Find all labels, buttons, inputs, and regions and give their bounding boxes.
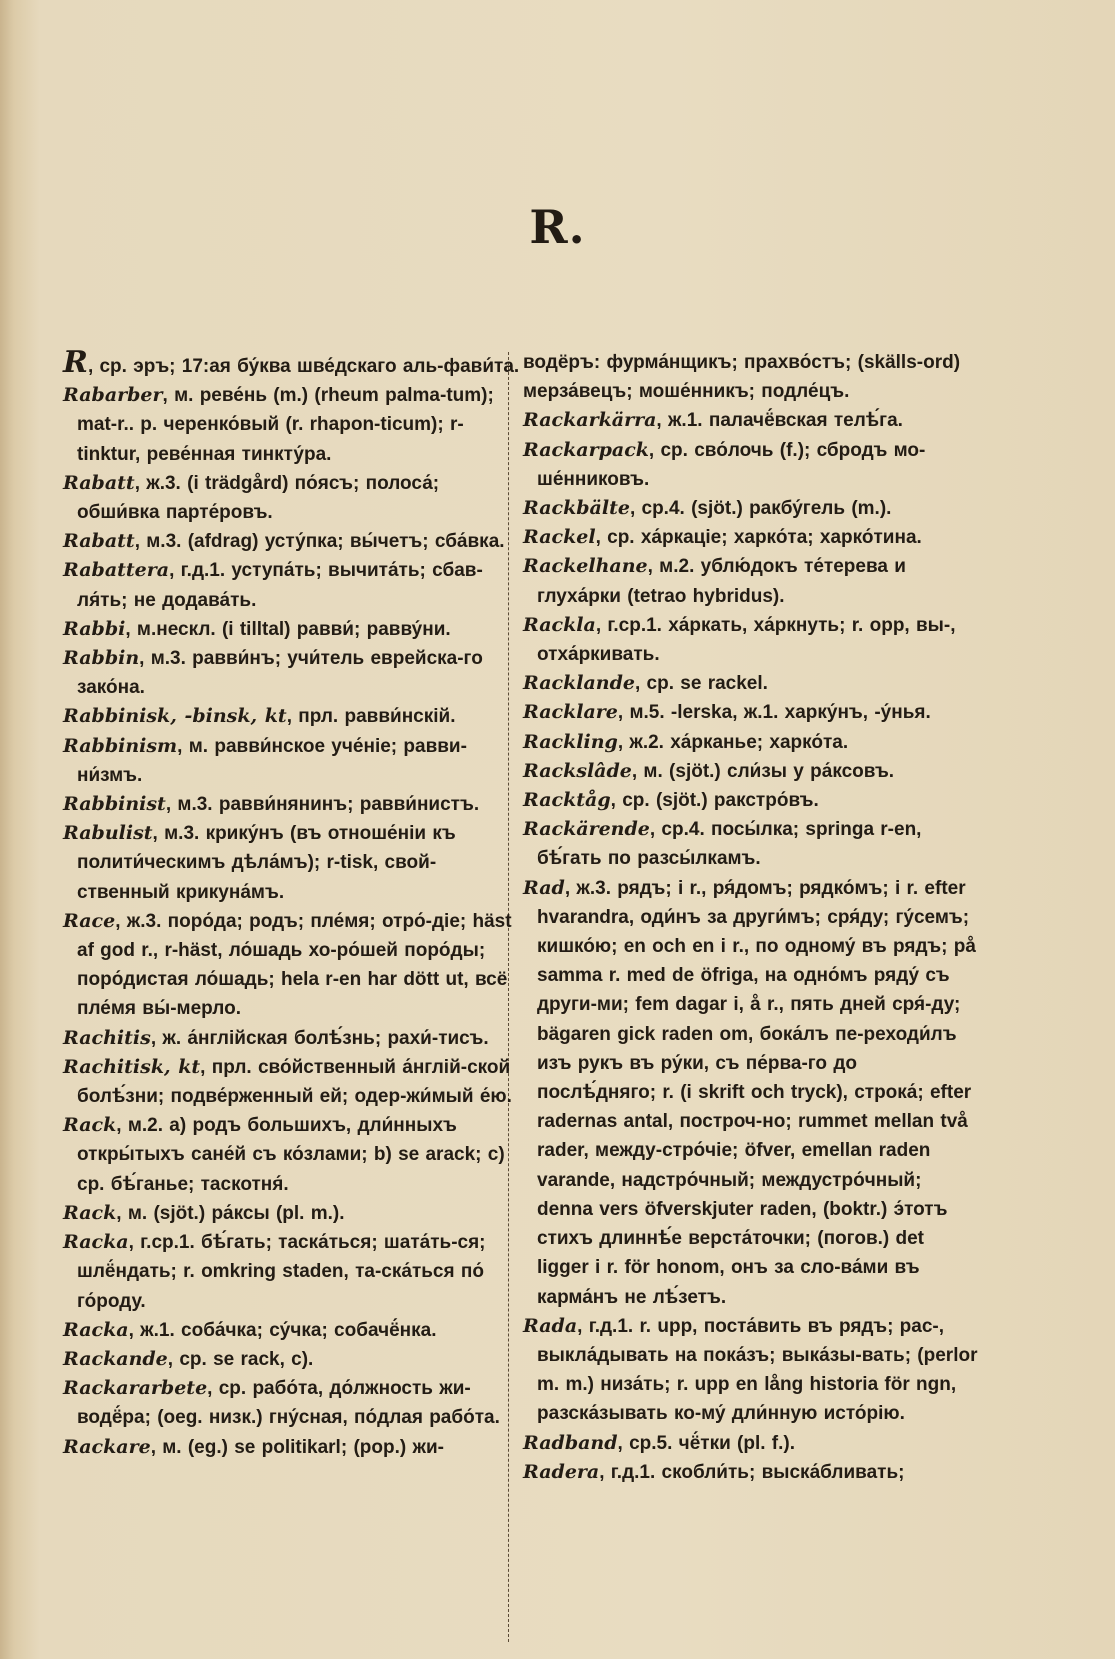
entry-definition: , м.2. a) родъ большихъ, дли́нныхъ откры́тыхъ сане́й съ ко́злами; b) se arack; c) ср. бѣ́ганье; таскотня́. (77, 1115, 505, 1195)
entry-definition: , г.д.1. уступа́ть; вычита́ть; сбав-ля́ть; не додава́ть. (77, 560, 483, 611)
left-column (63, 345, 521, 1638)
entry-headword: Race (63, 909, 116, 932)
dictionary-entry (63, 1053, 521, 1111)
dictionary-entry (63, 1374, 521, 1432)
entry-definition: , ср. se rack, c). (167, 1348, 314, 1370)
entry-definition: , г.д.1. r. upp, поста́вить въ рядъ; рас-, выкла́дывать на пока́зъ; выка́зы-вать; (perlor m. m.) низа́ть; r. upp en lång historia för ngn, разска́зывать ко-му́ дли́нную исто́рію. (537, 1315, 978, 1425)
entry-definition: , ж.3. поро́да; родъ; пле́мя; отро́-діе; häst af god r., r-häst, ло́шадь хо-ро́шей поро́ды; поро́дистая ло́шадь; hela r-en har dött ut, всё пле́мя вы́-мерло. (77, 910, 512, 1020)
entry-definition: , м. (sjöt.) ра́ксы (pl. m.). (116, 1202, 345, 1224)
entry-headword: Rackärende (523, 818, 650, 841)
entry-headword: Rackande (63, 1347, 168, 1370)
dictionary-entry (523, 1458, 981, 1487)
dictionary-entry (523, 728, 981, 757)
right-column (523, 348, 981, 1638)
dictionary-entry (523, 786, 981, 815)
entry-definition: , м.нескл. (i tilltal) равви́; равву́ни. (125, 618, 451, 640)
entry-headword: Rackararbete (63, 1377, 208, 1400)
entry-headword: Rabarber (63, 384, 163, 407)
entry-headword: Rabulist (63, 822, 153, 845)
entry-definition: , м.2. ублю́докъ те́терева и глуха́рки (tetrao hybridus). (537, 556, 906, 607)
dictionary-entry (63, 1345, 521, 1374)
entry-definition: , м.3. равви́нянинъ; равви́нистъ. (165, 794, 480, 816)
entry-definition: , ср.4. посы́лка; springa r-en, бѣ́гать по разсы́лкамъ. (537, 819, 922, 870)
entry-headword: Rackelhane (523, 555, 648, 578)
entry-definition: , ср. se rackel. (635, 673, 768, 695)
dictionary-entry (63, 1316, 521, 1345)
entry-definition: , м. реве́нь (m.) (rheum palma-tum); mat-r.. р. черенко́вый (r. rhapon-ticum); r-tinktur, реве́нная тинкту́ра. (77, 385, 494, 465)
entry-headword: Rackling (523, 730, 618, 753)
entry-definition: , м. равви́нское уче́ніе; равви-ни́змъ. (77, 735, 467, 786)
entry-headword: Racka (63, 1231, 129, 1254)
dictionary-entry (523, 348, 981, 406)
dictionary-entry (63, 1433, 521, 1462)
entry-headword: Racka (63, 1318, 129, 1341)
entry-headword: R (63, 345, 88, 380)
entry-headword: Rack (63, 1201, 117, 1224)
entry-headword: Rabbinist (63, 793, 166, 816)
entry-headword: Racktåg (523, 789, 611, 812)
entry-definition: , г.д.1. скобли́ть; выска́бливать; (599, 1461, 905, 1483)
dictionary-entry (63, 527, 521, 556)
dictionary-entry (523, 669, 981, 698)
entry-headword: Rackare (63, 1435, 151, 1458)
dictionary-entry (523, 494, 981, 523)
entry-definition: , г.ср.1. бѣ́гать; таска́ться; шата́ть-ся; шлё́ндать; r. omkring staden, та-ска́ться по́ го́роду. (77, 1232, 486, 1312)
entry-headword: Rabbinisk, -binsk, kt (63, 705, 287, 728)
entry-definition: , ср.5. чё́тки (pl. f.). (617, 1432, 796, 1454)
dictionary-entry (63, 702, 521, 731)
entry-headword: Rabbin (63, 647, 140, 670)
entry-definition: , ж.3. (i trädgård) по́ясъ; полоса́; обши́вка парте́ровъ. (77, 472, 440, 524)
entry-definition: , ср. (sjöt.) ракстро́въ. (610, 790, 819, 812)
dictionary-entry (63, 381, 521, 469)
entry-definition: , ж.3. рядъ; i r., ря́домъ; рядко́мъ; i r. efter hvarandra, оди́нъ за други́мъ; сря́ду; гу́семъ; кишко́ю; en och en i r., по одному́ въ рядъ; på samma r. med de öfriga, на одно́мъ ряду́ съ други-ми; fem dagar i, å r., пять дней сря́-ду; bägaren gick raden om, бока́лъ пе-реходи́лъ изъ рукъ въ ру́ки, съ пе́рва-го до послѣ́дняго; r. (i skrift och tryck), строка́; efter radernas antal, построч-но; rummet mellan två rader, между-стро́чіе; öfver, emellan raden varande, надстро́чный; междустро́чный; denna vers öfverskjuter raden, (boktr.) э́тотъ стихъ длиннѣ́е верста́точки; (погов.) det ligger i r. för honom, онъ за сло-ва́ми въ карма́нъ не лѣ́зетъ. (537, 877, 976, 1308)
entry-headword: Racklande (523, 672, 635, 695)
entry-definition: , прл. сво́йственный а́нглій-ской болѣ́зни; подве́рженный ей; одер-жи́мый е́ю. (77, 1056, 512, 1108)
dictionary-entry (63, 1228, 521, 1316)
dictionary-entry (523, 1312, 981, 1429)
entry-headword: Radband (523, 1431, 618, 1454)
dictionary-entry (523, 436, 981, 494)
entry-definition: , ср. рабо́та, до́лжность жи-водё́ра; (oeg. низк.) гну́сная, по́длая рабо́та. (77, 1378, 500, 1429)
dictionary-entry (523, 406, 981, 435)
entry-definition: , ж.2. ха́рканье; харко́та. (617, 731, 849, 753)
entry-definition: , прл. равви́нскій. (286, 706, 456, 728)
dictionary-entry (63, 907, 521, 1024)
entry-headword: Rabbinism (63, 734, 178, 757)
entry-headword: Rabbi (63, 617, 126, 640)
entry-headword: Rad (523, 876, 565, 899)
entry-headword: Rada (523, 1314, 578, 1337)
entry-definition: , м.3. (afdrag) усту́пка; вы́четъ; сба́вка. (134, 531, 505, 553)
entry-definition: , ср. эръ; 17:ая бу́ква шве́дскаго аль-фави́та. (87, 356, 520, 377)
dictionary-entry (63, 1111, 521, 1199)
entry-definition: , м.3. равви́нъ; учи́тель еврейска-го зако́на. (77, 648, 483, 699)
entry-headword: Rackel (523, 526, 596, 549)
entry-definition: , г.ср.1. ха́ркать, ха́ркнуть; r. opp, вы-, отха́ркивать. (537, 614, 956, 666)
dictionary-entry (63, 556, 521, 614)
dictionary-entry (523, 698, 981, 727)
dictionary-entry (63, 732, 521, 790)
dictionary-entry (63, 615, 521, 644)
dictionary-entry (63, 469, 521, 527)
dictionary-entry (523, 552, 981, 610)
entry-headword: Rackla (523, 613, 596, 636)
entry-headword: Rackarpack (523, 438, 649, 461)
entry-headword: Rabattera (63, 559, 170, 582)
dictionary-entry (63, 790, 521, 819)
dictionary-entry (523, 611, 981, 669)
dictionary-entry (523, 815, 981, 873)
entry-definition: , м.5. -lerska, ж.1. харку́нъ, -у́нья. (617, 702, 931, 724)
entry-definition: , ср. ха́ркаціе; харко́та; харко́тина. (595, 527, 922, 549)
entry-headword: Rabatt (63, 471, 135, 494)
entry-headword: Rackarkärra (523, 409, 657, 432)
entry-headword: Rachitis (63, 1026, 151, 1049)
entry-headword: Rack (63, 1114, 117, 1137)
dictionary-entry (523, 757, 981, 786)
entry-headword: Racklare (523, 701, 618, 724)
entry-definition: , ж.1. соба́чка; су́чка; собачё́нка. (128, 1319, 437, 1341)
entry-definition: , ср. сво́лочь (f.); сбродъ мо-ше́нниковъ. (537, 439, 926, 490)
dictionary-entry (523, 874, 981, 1312)
entry-definition: , ж. а́нглійская болѣ́знь; рахи́-тисъ. (150, 1027, 489, 1049)
dictionary-entry (63, 345, 521, 381)
dictionary-entry (63, 1199, 521, 1228)
entry-headword: Rackbälte (523, 497, 630, 520)
dictionary-entry (523, 523, 981, 552)
dictionary-entry (63, 1024, 521, 1053)
entry-definition: , м.3. крику́нъ (въ отноше́ніи къ полити́ческимъ дѣла́мъ); r-tisk, свой-ственный крикуна́мъ. (77, 823, 456, 903)
dictionary-entry (63, 819, 521, 907)
entry-definition: , м. (eg.) se politikarl; (pop.) жи- (150, 1436, 444, 1458)
entry-definition: водёръ: фурма́нщикъ; прахво́стъ; (skälls-ord) мерза́вецъ; моше́нникъ; подле́цъ. (523, 352, 961, 403)
entry-definition: , ж.1. палачё́вская телѣ́га. (656, 410, 903, 432)
section-letter: R. (529, 200, 586, 254)
entry-headword: Radera (523, 1460, 600, 1483)
dictionary-entry (63, 644, 521, 702)
entry-definition: , ср.4. (sjöt.) ракбу́гель (m.). (629, 498, 892, 520)
entry-headword: Rabatt (63, 530, 135, 553)
dictionary-entry (523, 1429, 981, 1458)
entry-headword: Rachitisk, kt (63, 1055, 201, 1078)
entry-headword: Rackslâde (523, 759, 632, 782)
entry-definition: , м. (sjöt.) сли́зы у ра́ксовъ. (631, 760, 895, 782)
